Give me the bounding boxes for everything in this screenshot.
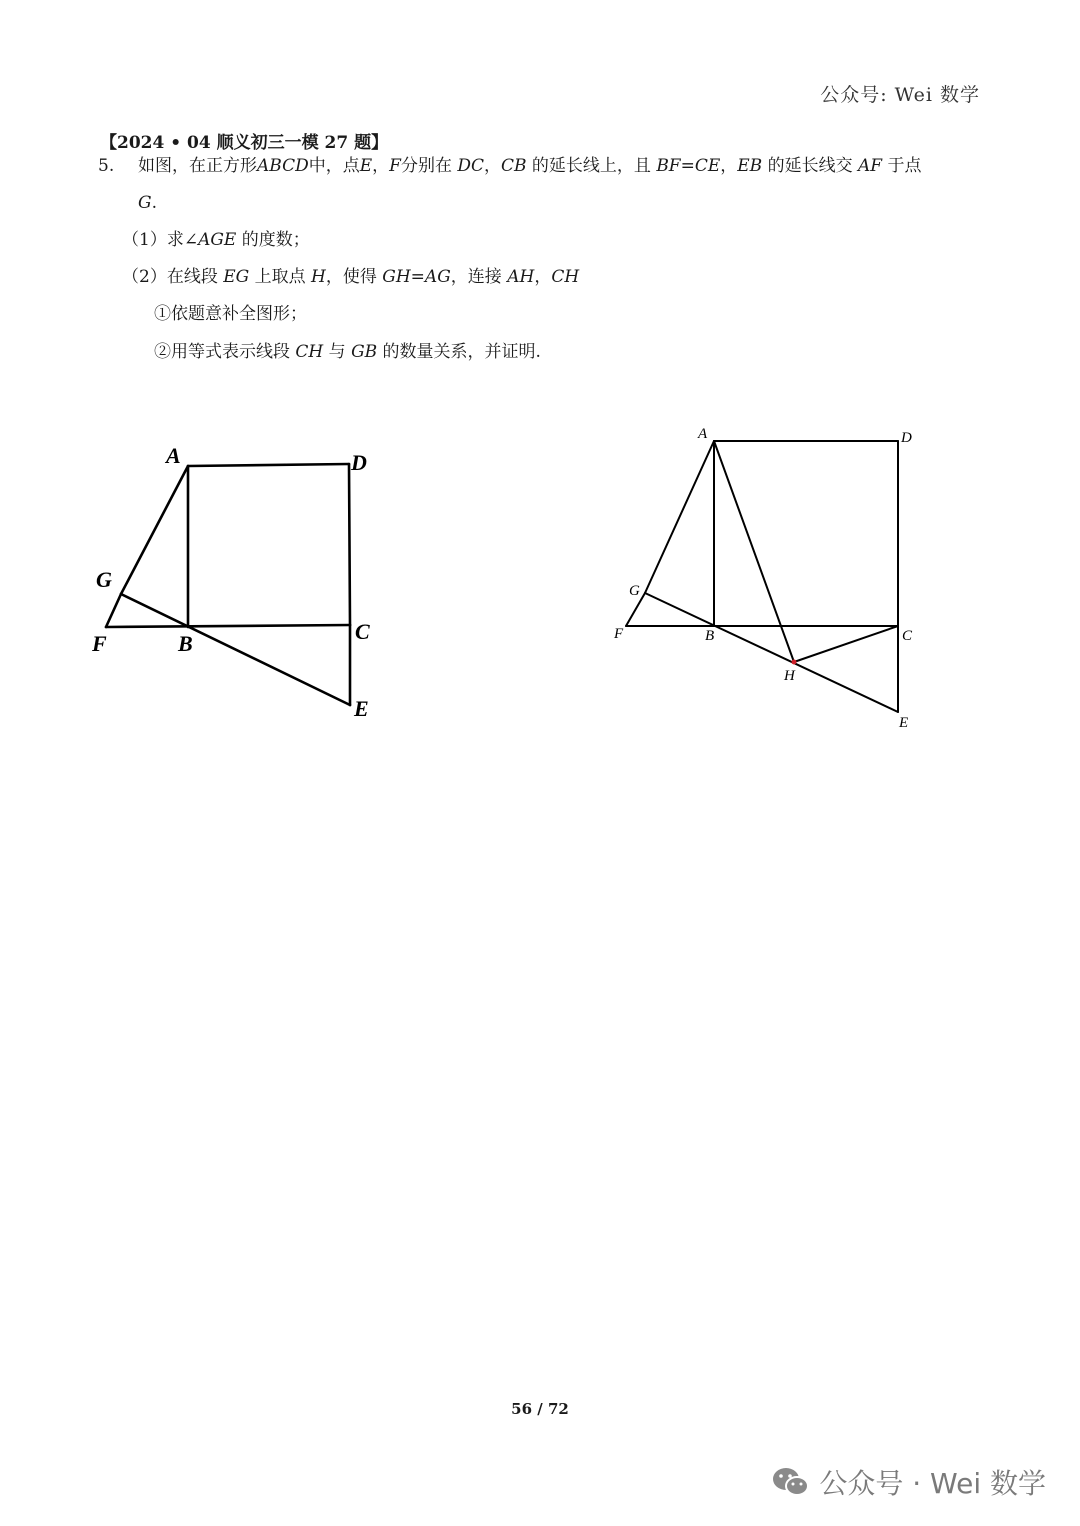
segment-hc — [794, 626, 898, 662]
segment-ah — [714, 441, 794, 662]
label-c: C — [355, 619, 370, 644]
point-h-marker — [792, 660, 797, 665]
label-b: B — [178, 631, 193, 656]
watermark-text: 公众号 · Wei 数学 — [819, 1467, 1046, 1500]
label-b: B — [705, 628, 715, 644]
label-h: H — [784, 668, 795, 684]
page-number: 56 / 72 — [511, 1400, 569, 1418]
part-2: （2）在线段 EG 上取点 H，使得 GH=AG，连接 AH，CH — [122, 267, 580, 287]
label-f: F — [92, 631, 107, 656]
label-c: C — [902, 628, 913, 644]
header-tag: 公众号: Wei 数学 — [820, 84, 980, 106]
problem-line-1: 如图，在正方形ABCD中，点E，F分别在 DC，CB 的延长线上，且 BF=CE，EB 的延长线交 AF 于点 — [138, 156, 922, 176]
problem-number: 5. — [98, 156, 115, 176]
part-2-sub-1: ①依题意补全图形； — [154, 304, 307, 324]
part-1: （1）求∠AGE 的度数； — [122, 230, 310, 250]
segment-ag — [645, 441, 714, 593]
part-2-sub-2: ②用等式表示线段 CH 与 GB 的数量关系，并证明. — [154, 342, 541, 362]
problem-line-2: G. — [138, 193, 157, 213]
label-d: D — [351, 450, 367, 475]
watermark — [771, 1462, 1046, 1502]
label-f: F — [614, 626, 624, 642]
label-a: A — [698, 426, 708, 442]
label-a: A — [166, 443, 181, 468]
label-e: E — [899, 715, 909, 731]
label-e: E — [354, 696, 369, 721]
wechat-icon — [771, 1465, 811, 1499]
label-d: D — [901, 430, 912, 446]
segment-ge — [645, 593, 898, 712]
problem-source: 【2024 • 04 顺义初三一模 27 题】 — [100, 133, 389, 153]
label-g: G — [629, 583, 640, 599]
label-g: G — [96, 567, 112, 592]
